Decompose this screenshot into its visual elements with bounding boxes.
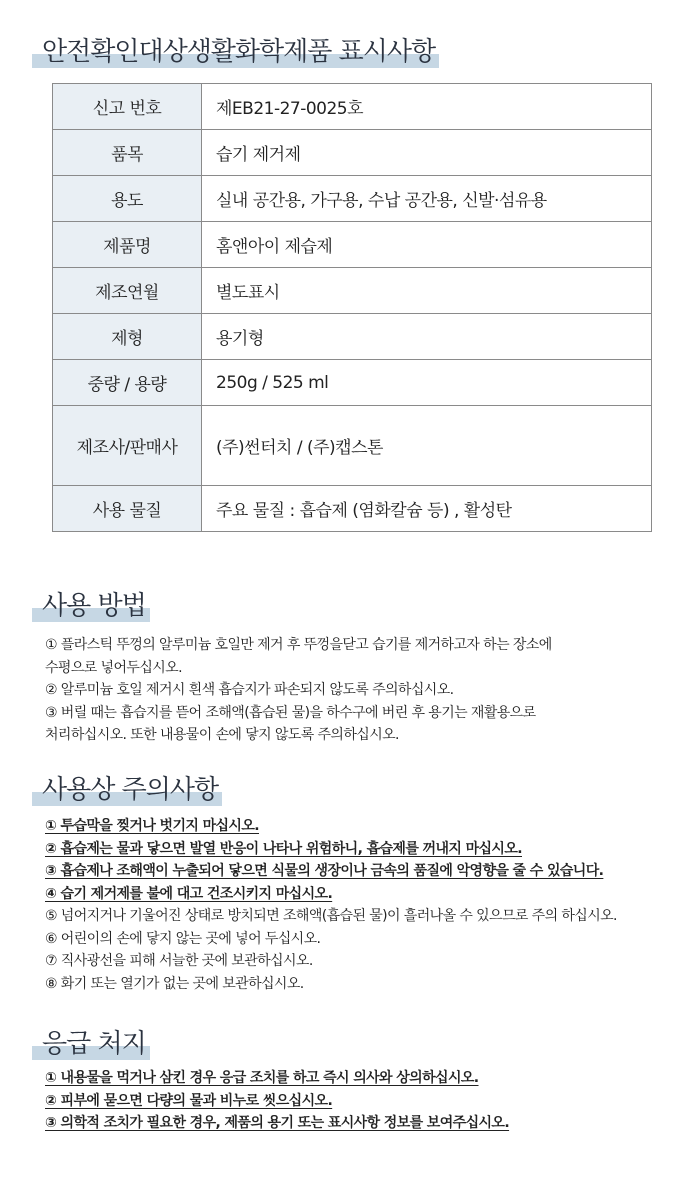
info-row — [53, 222, 652, 268]
first-aid-list — [45, 1067, 685, 1135]
first-aid-title — [38, 1030, 150, 1058]
info-label: 제조연월 — [53, 268, 202, 314]
usage-title-text: 사용 방법 — [42, 591, 146, 621]
caution-item — [45, 815, 685, 838]
usage-item: ① 플라스틱 뚜껑의 알루미늄 호일만 제거 후 뚜껑을닫고 습기를 제거하고자 하는 장소에 — [45, 637, 552, 653]
caution-item-text: ⑧ 화기 또는 열기가 없는 곳에 보관하십시오. — [45, 975, 304, 992]
usage-item: 수평으로 넣어두십시오. — [45, 659, 182, 676]
first-aid-item — [45, 1112, 685, 1135]
info-row — [53, 176, 652, 222]
caution-item-text: ④ 습기 제거제를 불에 대고 건조시키지 마십시오. — [45, 885, 333, 902]
info-label: 제조사/판매사 — [53, 406, 202, 486]
caution-item-text: ③ 흡습제나 조해액이 누출되어 닿으면 식물의 생장이나 금속의 품질에 악영향을 줄 수 있습니다. — [45, 863, 604, 879]
info-row — [53, 268, 652, 314]
info-row — [53, 406, 652, 486]
caution-item-text: ① 투습막을 찢거나 벗기지 마십시오. — [45, 818, 260, 834]
info-label: 신고 번호 — [53, 84, 202, 130]
caution-item — [45, 950, 685, 973]
first-aid-item-text: ③ 의학적 조치가 필요한 경우, 제품의 용기 또는 표시사항 정보를 보여주십시오. — [45, 1115, 510, 1131]
usage-item: ② 알루미늄 호일 제거시 흰색 흡습지가 파손되지 않도록 주의하십시오. — [45, 682, 454, 698]
caution-item — [45, 883, 685, 906]
caution-list — [45, 815, 685, 995]
info-value: 별도표시 — [202, 268, 652, 314]
info-label: 품목 — [53, 130, 202, 176]
caution-item-text: ⑤ 넘어지거나 기울어진 상태로 방치되면 조해액(흡습된 물)이 흘러나올 수 있으므로 주의 하십시오. — [45, 908, 617, 924]
info-value: 습기 제거제 — [202, 130, 652, 176]
info-label: 제품명 — [53, 222, 202, 268]
safety-label-title — [38, 38, 439, 66]
info-value: 용기형 — [202, 314, 652, 360]
info-label: 중량 / 용량 — [53, 360, 202, 406]
info-value: 주요 물질 : 흡습제 (염화칼슘 등) , 활성탄 — [202, 486, 652, 532]
info-row — [53, 360, 652, 406]
caution-item-text: ② 흡습제는 물과 닿으면 발열 반응이 나타나 위험하니, 흡습제를 꺼내지 마십시오. — [45, 840, 522, 857]
caution-item — [45, 860, 685, 883]
info-row — [53, 130, 652, 176]
first-aid-item — [45, 1090, 685, 1113]
caution-item — [45, 928, 685, 951]
caution-item-text: ⑥ 어린이의 손에 닿지 않는 곳에 넣어 두십시오. — [45, 930, 321, 947]
info-row — [53, 486, 652, 532]
info-value: 제EB21-27-0025호 — [202, 84, 652, 130]
info-value: (주)썬터치 / (주)캡스톤 — [202, 406, 652, 486]
first-aid-item-text: ① 내용물을 먹거나 삼킨 경우 응급 조치를 하고 즉시 의사와 상의하십시오. — [45, 1070, 479, 1086]
info-value: 홈앤아이 제습제 — [202, 222, 652, 268]
safety-label-title-text: 안전확인대상생활화학제품 표시사항 — [42, 37, 436, 67]
usage-item: 처리하십시오. 또한 내용물이 손에 닿지 않도록 주의하십시오. — [45, 727, 399, 743]
info-label: 용도 — [53, 176, 202, 222]
usage-title — [38, 592, 150, 620]
caution-item — [45, 973, 685, 996]
info-row — [53, 314, 652, 360]
info-value: 250g / 525 ml — [202, 360, 652, 406]
caution-item — [45, 838, 685, 861]
usage-item: ③ 버릴 때는 흡습지를 뜯어 조해액(흡습된 물)을 하수구에 버린 후 용기는 재활용으로 — [45, 704, 536, 721]
first-aid-title-text: 응급 처지 — [42, 1029, 146, 1059]
info-row — [53, 84, 652, 130]
caution-item — [45, 905, 685, 928]
info-label: 제형 — [53, 314, 202, 360]
caution-item-text: ⑦ 직사광선을 피해 서늘한 곳에 보관하십시오. — [45, 953, 313, 969]
product-info-table — [52, 83, 652, 532]
caution-title-text: 사용상 주의사항 — [42, 775, 219, 805]
usage-list — [45, 634, 685, 747]
first-aid-item-text: ② 피부에 묻으면 다량의 물과 비누로 씻으십시오. — [45, 1092, 333, 1109]
info-value: 실내 공간용, 가구용, 수납 공간용, 신발·섬유용 — [202, 176, 652, 222]
first-aid-item — [45, 1067, 685, 1090]
caution-title — [38, 776, 222, 804]
info-label: 사용 물질 — [53, 486, 202, 532]
